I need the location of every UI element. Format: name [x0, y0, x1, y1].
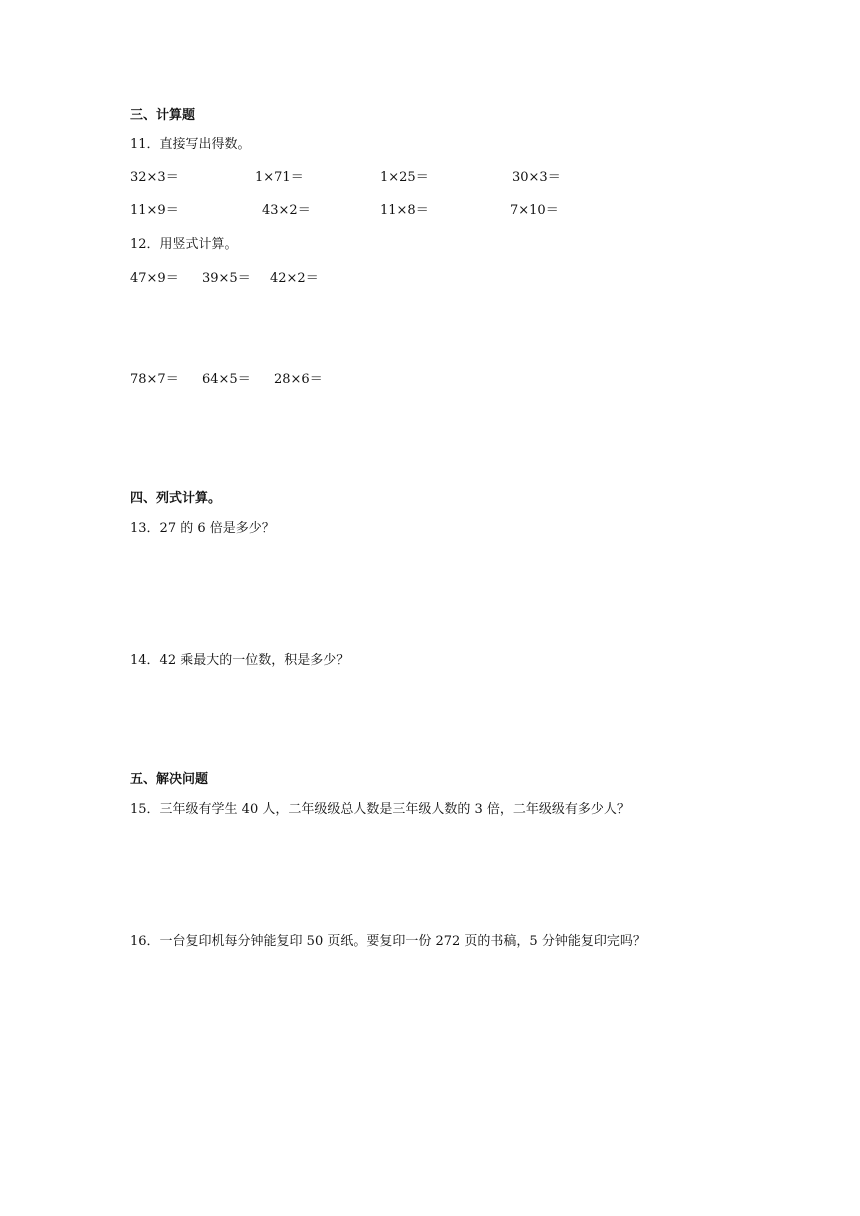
q12-item: 42×2＝	[270, 271, 319, 286]
question-16-text: 16．一台复印机每分钟能复印 50 页纸。要复印一份 272 页的书稿，5 分钟能复印完吗？	[130, 934, 646, 949]
q12-item: 64×5＝	[202, 372, 251, 387]
q11-item: 11×9＝	[130, 203, 179, 218]
q12-item: 39×5＝	[202, 271, 251, 286]
question-15-text: 15．三年级有学生 40 人，二年级级总人数是三年级人数的 3 倍，二年级级有多少人？	[130, 802, 630, 817]
q11-item: 11×8＝	[380, 203, 429, 218]
question-12-text: 12．用竖式计算。	[130, 237, 238, 252]
q12-item: 28×6＝	[274, 372, 323, 387]
section-heading-problem-solving: 五、解决问题	[130, 772, 209, 787]
question-13-text: 13．27 的 6 倍是多少？	[130, 521, 275, 536]
q11-item: 1×25＝	[380, 170, 429, 185]
q12-item: 78×7＝	[130, 372, 179, 387]
q11-item: 30×3＝	[512, 170, 561, 185]
q12-item: 47×9＝	[130, 271, 179, 286]
q11-item: 7×10＝	[510, 203, 559, 218]
section-heading-written-calculation: 四、列式计算。	[130, 491, 222, 506]
q11-item: 43×2＝	[262, 203, 311, 218]
question-14-text: 14．42 乘最大的一位数，积是多少？	[130, 653, 350, 668]
q11-item: 1×71＝	[255, 170, 304, 185]
question-11-text: 11．直接写出得数。	[130, 137, 251, 152]
q11-item: 32×3＝	[130, 170, 179, 185]
section-heading-calculation: 三、计算题	[130, 108, 196, 123]
